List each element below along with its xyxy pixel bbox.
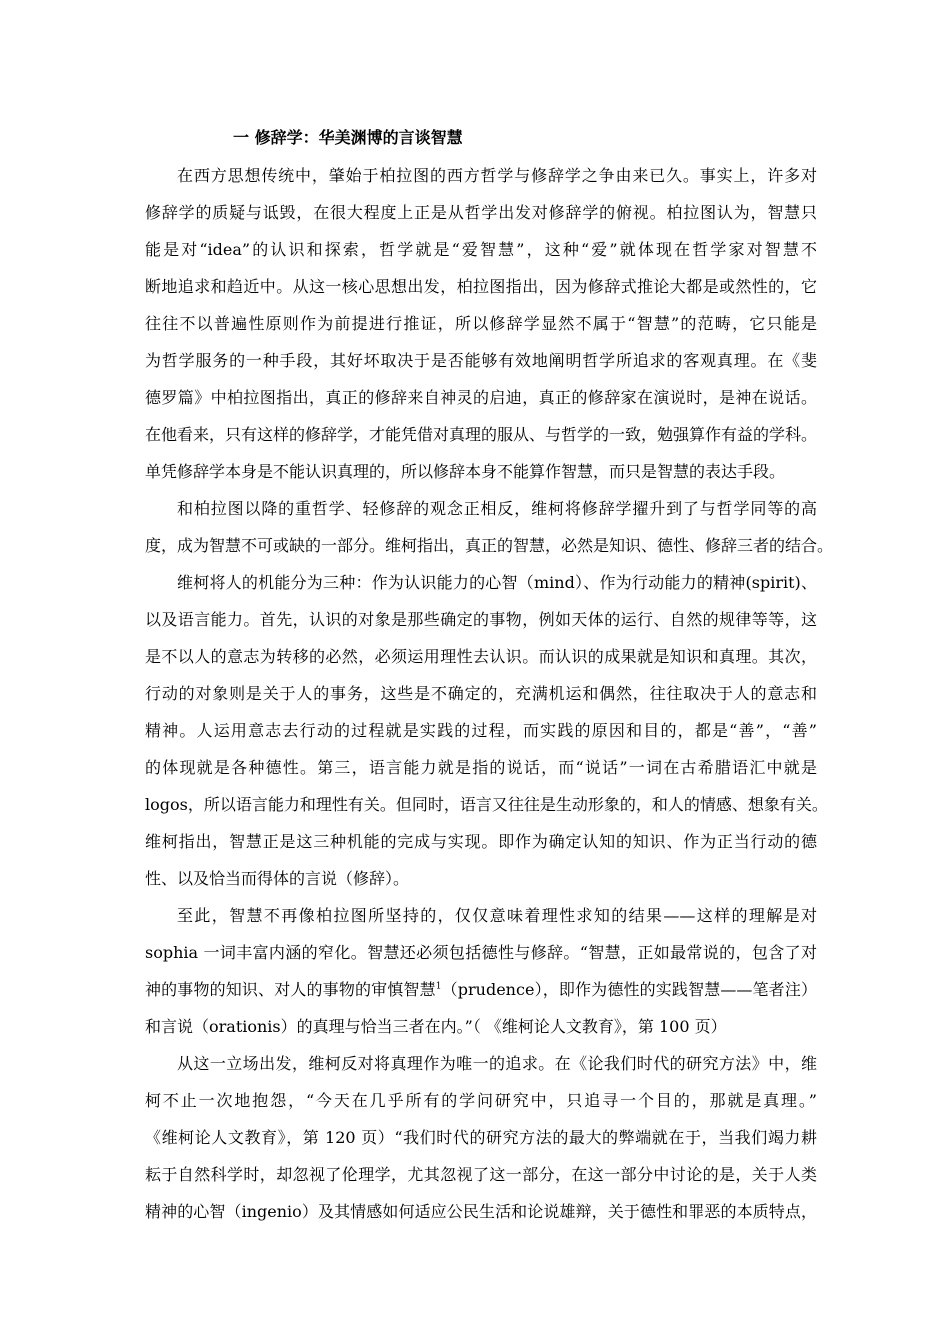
text-line: logos，所以语言能力和理性有关。但同时，语言又往往是生动形象的，和人的情感、想象有关。 xyxy=(145,795,828,814)
text-line: 修辞学的质疑与诋毁，在很大程度上正是从哲学出发对修辞学的俯视。柏拉图认为，智慧只 xyxy=(145,203,817,222)
text-line: 能是对“idea”的认识和探索，哲学就是“爱智慧”，这种“爱”就体现在哲学家对智慧不 xyxy=(145,240,817,259)
text-line: 度，成为智慧不可或缺的一部分。维柯指出，真正的智慧，必然是知识、德性、修辞三者的结合。 xyxy=(145,536,834,555)
text-line-with-footnote xyxy=(145,971,817,1008)
text-line: 断地追求和趋近中。从这一核心思想出发，柏拉图指出，因为修辞式推论大都是或然性的，它 xyxy=(145,277,817,296)
text-line: 精神。人运用意志去行动的过程就是实践的过程，而实践的原因和目的，都是“善”，“善” xyxy=(145,721,817,740)
paragraph-2 xyxy=(145,490,834,564)
text-line: 柯不止一次地抱怨，“今天在几乎所有的学问研究中，只追寻一个目的，那就是真理。” xyxy=(145,1091,817,1110)
paragraph-5 xyxy=(145,1045,817,1230)
paragraph-1 xyxy=(145,157,817,490)
text-line: 是不以人的意志为转移的必然，必须运用理性去认识。而认识的成果就是知识和真理。其次， xyxy=(145,647,817,666)
text-line: sophia 一词丰富内涵的窄化。智慧还必须包括德性与修辞。“智慧，正如最常说的，包含了对 xyxy=(145,943,817,962)
text-line: 和柏拉图以降的重哲学、轻修辞的观念正相反，维柯将修辞学擢升到了与哲学同等的高 xyxy=(177,499,817,518)
text-line: 维柯指出，智慧正是这三种机能的完成与实现。即作为确定认知的知识、作为正当行动的德 xyxy=(145,832,817,851)
text-line: 在西方思想传统中，肇始于柏拉图的西方哲学与修辞学之争由来已久。事实上，许多对 xyxy=(177,166,817,185)
text-line: 在他看来，只有这样的修辞学，才能凭借对真理的服从、与哲学的一致，勉强算作有益的学科。 xyxy=(145,425,818,444)
text-line: 《维柯论人文教育》，第 120 页）“我们时代的研究方法的最大的弊端就在于，当我们竭力耕 xyxy=(145,1128,817,1147)
text-line: 和言说（orationis）的真理与恰当三者在内。”（ 《维柯论人文教育》，第 100 页） xyxy=(145,1017,727,1036)
text-line: 德罗篇》中柏拉图指出，真正的修辞来自神灵的启迪，真正的修辞家在演说时，是神在说话。 xyxy=(145,388,817,407)
text-line: 性、以及恰当而得体的言说（修辞）。 xyxy=(145,869,410,888)
text-line: 从这一立场出发，维柯反对将真理作为唯一的追求。在《论我们时代的研究方法》中，维 xyxy=(177,1054,817,1073)
text-line: 维柯将人的机能分为三种：作为认识能力的心智（mind）、作为行动能力的精神(spirit)、 xyxy=(177,573,817,592)
text-fragment: （prudence），即作为德性的实践智慧——笔者注） xyxy=(441,980,817,999)
text-line: 以及语言能力。首先，认识的对象是那些确定的事物，例如天体的运行、自然的规律等等，这 xyxy=(145,610,817,629)
text-line: 的体现就是各种德性。第三，语言能力就是指的说话，而“说话”一词在古希腊语汇中就是 xyxy=(145,758,817,777)
text-fragment: 神的事物的知识、对人的事物的审慎智慧 xyxy=(145,980,436,999)
footnote-mark[interactable]: 1 xyxy=(435,981,442,992)
section-heading: 一 修辞学：华美渊博的言谈智慧 xyxy=(233,128,463,147)
text-line: 行动的对象则是关于人的事务，这些是不确定的，充满机运和偶然，往往取决于人的意志和 xyxy=(145,684,817,703)
paragraph-3 xyxy=(145,564,828,897)
text-line: 往往不以普遍性原则作为前提进行推证，所以修辞学显然不属于“智慧”的范畴，它只能是 xyxy=(145,314,817,333)
document-body xyxy=(145,124,834,1230)
text-line: 耘于自然科学时，却忽视了伦理学，尤其忽视了这一部分，在这一部分中讨论的是，关于人类 xyxy=(145,1165,817,1184)
text-line: 至此，智慧不再像柏拉图所坚持的，仅仅意味着理性求知的结果——这样的理解是对 xyxy=(177,906,817,925)
text-line: 为哲学服务的一种手段，其好坏取决于是否能够有效地阐明哲学所追求的客观真理。在《斐 xyxy=(145,351,817,370)
paragraph-4 xyxy=(145,897,817,1045)
text-line: 单凭修辞学本身是不能认识真理的，所以修辞本身不能算作智慧，而只是智慧的表达手段。 xyxy=(145,462,786,481)
text-line: 精神的心智（ingenio）及其情感如何适应公民生活和论说雄辩，关于德性和罪恶的本质特点， xyxy=(145,1202,817,1221)
